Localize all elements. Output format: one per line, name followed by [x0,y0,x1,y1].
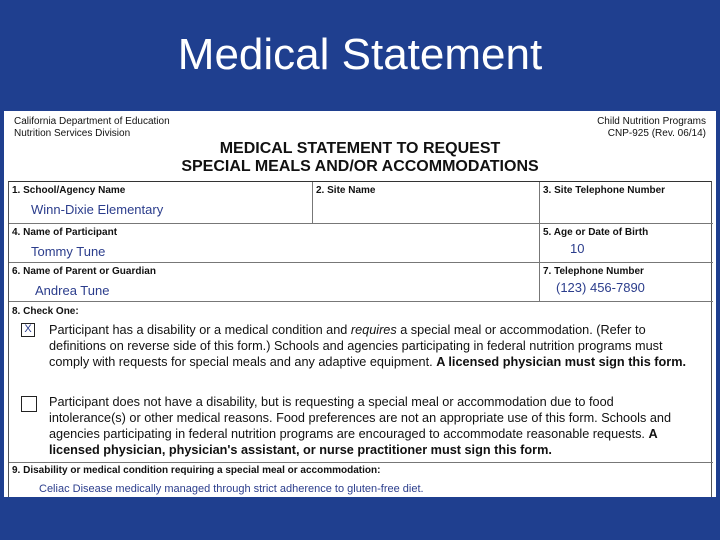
option-2-checkbox[interactable] [21,396,37,412]
option-2-text-a: Participant does not have a disability, but is requesting a special meal or accommodation due to food intolerance(s) or other medical reasons. Food preferences are not an appropriate use of this form. Schools and agencies participating in federal nutrition programs are encouraged to accommodate reasonable requests. [49,395,672,441]
site-telephone-label: 3. Site Telephone Number [543,185,666,196]
option-1-text-b: a special meal or accommodation. (Refer to definitions on reverse side of this form.) Schools and agencies participating in federal nutrition programs must comply with requests for special meals and any adaptive equipment. [49,323,663,369]
program-line-1: Child Nutrition Programs [597,116,706,127]
telephone-label: 7. Telephone Number [543,266,644,277]
participant-name-cell[interactable] [9,224,540,263]
age-dob-cell[interactable] [540,224,713,263]
document-title-line-1: MEDICAL STATEMENT TO REQUEST [219,140,501,157]
condition-section[interactable] [9,462,713,497]
parent-guardian-value: Andrea Tune [35,283,110,298]
check-one-label: 8. Check One: [12,306,79,317]
option-2-text-bold: A licensed physician, physician's assistant, or nurse practitioner must sign this form. [49,427,658,457]
condition-value: Celiac Disease medically managed through strict adherence to gluten-free diet. [39,483,424,495]
participant-name-value: Tommy Tune [31,244,106,259]
age-dob-label: 5. Age or Date of Birth [543,227,649,238]
option-1-text-em: requires [350,323,397,337]
form-number: CNP-925 (Rev. 06/14) [607,128,706,139]
option-2-row [9,392,713,460]
parent-guardian-cell[interactable] [9,263,540,302]
site-name-cell[interactable] [313,182,540,224]
site-telephone-cell[interactable] [540,182,713,224]
option-1-text-a: Participant has a disability or a medical condition and [49,323,351,337]
program-header [597,116,706,140]
site-name-label: 2. Site Name [316,185,376,196]
school-agency-cell[interactable] [9,182,313,224]
parent-guardian-label: 6. Name of Parent or Guardian [12,266,156,277]
option-1-checkbox[interactable]: X [21,323,35,337]
telephone-cell[interactable] [540,263,713,302]
slide-title: Medical Statement [177,30,543,79]
agency-line-2: Nutrition Services Division [14,128,131,139]
participant-name-label: 4. Name of Participant [12,227,118,238]
school-agency-label: 1. School/Agency Name [12,185,126,196]
document-title-line-2: SPECIAL MEALS AND/OR ACCOMMODATIONS [181,158,539,175]
medical-statement-form-document [4,111,716,497]
telephone-value: (123) 456-7890 [556,280,645,295]
option-1-text-bold: A licensed physician must sign this form. [436,355,686,369]
option-2-text [49,394,689,458]
age-dob-value: 10 [570,241,585,256]
document-title [4,140,716,176]
option-1-text [49,322,689,370]
option-1-row [9,320,713,386]
agency-line-1: California Department of Education [14,116,170,127]
condition-label: 9. Disability or medical condition requiring a special meal or accommodation: [12,465,381,476]
form-grid [8,181,712,497]
school-agency-value: Winn-Dixie Elementary [31,202,164,217]
agency-header [14,116,170,140]
